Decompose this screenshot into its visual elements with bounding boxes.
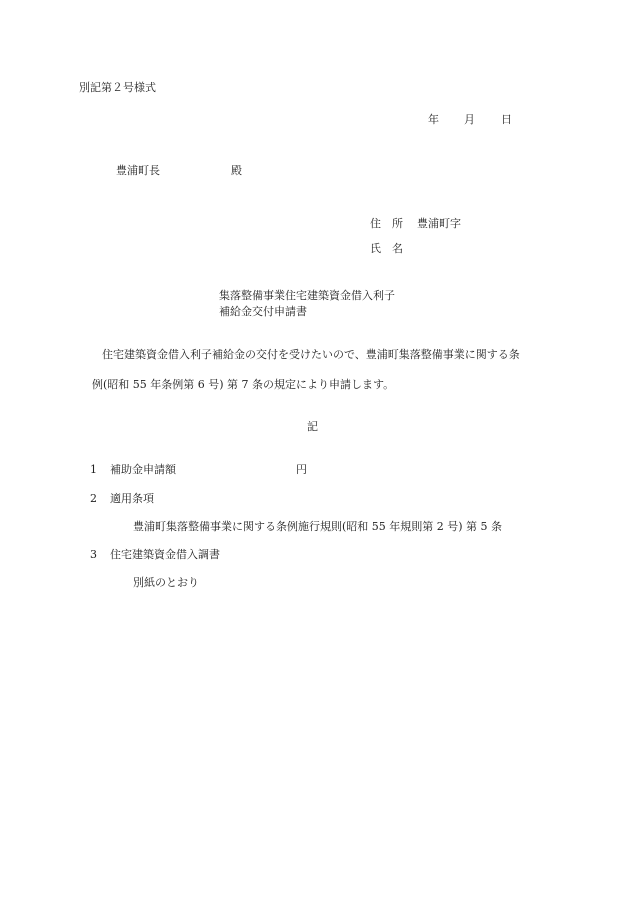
item-3-detail: 別紙のとおり [133,576,199,589]
item-1-yen-suffix: 円 [296,463,307,476]
item-1 [90,463,176,477]
document-title-line2: 補給金交付申請書 [219,305,307,318]
date-month-label: 月 [464,113,475,126]
item-2-detail: 豊浦町集落整備事業に関する条例施行規則(昭和 55 年規則第 2 号) 第 5 条 [133,520,503,533]
item-number: 2 [90,492,97,505]
addressee-honorific: 殿 [231,164,242,177]
item-label: 補助金申請額 [110,463,176,476]
item-number: 3 [90,548,97,561]
item-3 [90,548,220,562]
address-label: 住 所 [370,217,403,230]
date-year-label: 年 [428,113,439,126]
document-title-line1: 集落整備事業住宅建築資金借入利子 [219,289,395,302]
item-label: 適用条項 [110,492,154,505]
item-2 [90,492,154,506]
item-number: 1 [90,463,97,476]
addressee-name: 豊浦町長 [116,164,160,177]
name-label: 氏 名 [370,242,403,255]
body-text-line1: 住宅建築資金借入利子補給金の交付を受けたいので、豊浦町集落整備事業に関する条 [102,348,520,361]
date-day-label: 日 [501,113,512,126]
item-label: 住宅建築資金借入調書 [110,548,220,561]
form-label: 別記第２号様式 [79,81,156,94]
address-value: 豊浦町字 [417,217,461,230]
body-text-line2: 例(昭和 55 年条例第 6 号) 第 7 条の規定により申請します。 [92,378,395,391]
ki-heading: 記 [307,420,318,433]
